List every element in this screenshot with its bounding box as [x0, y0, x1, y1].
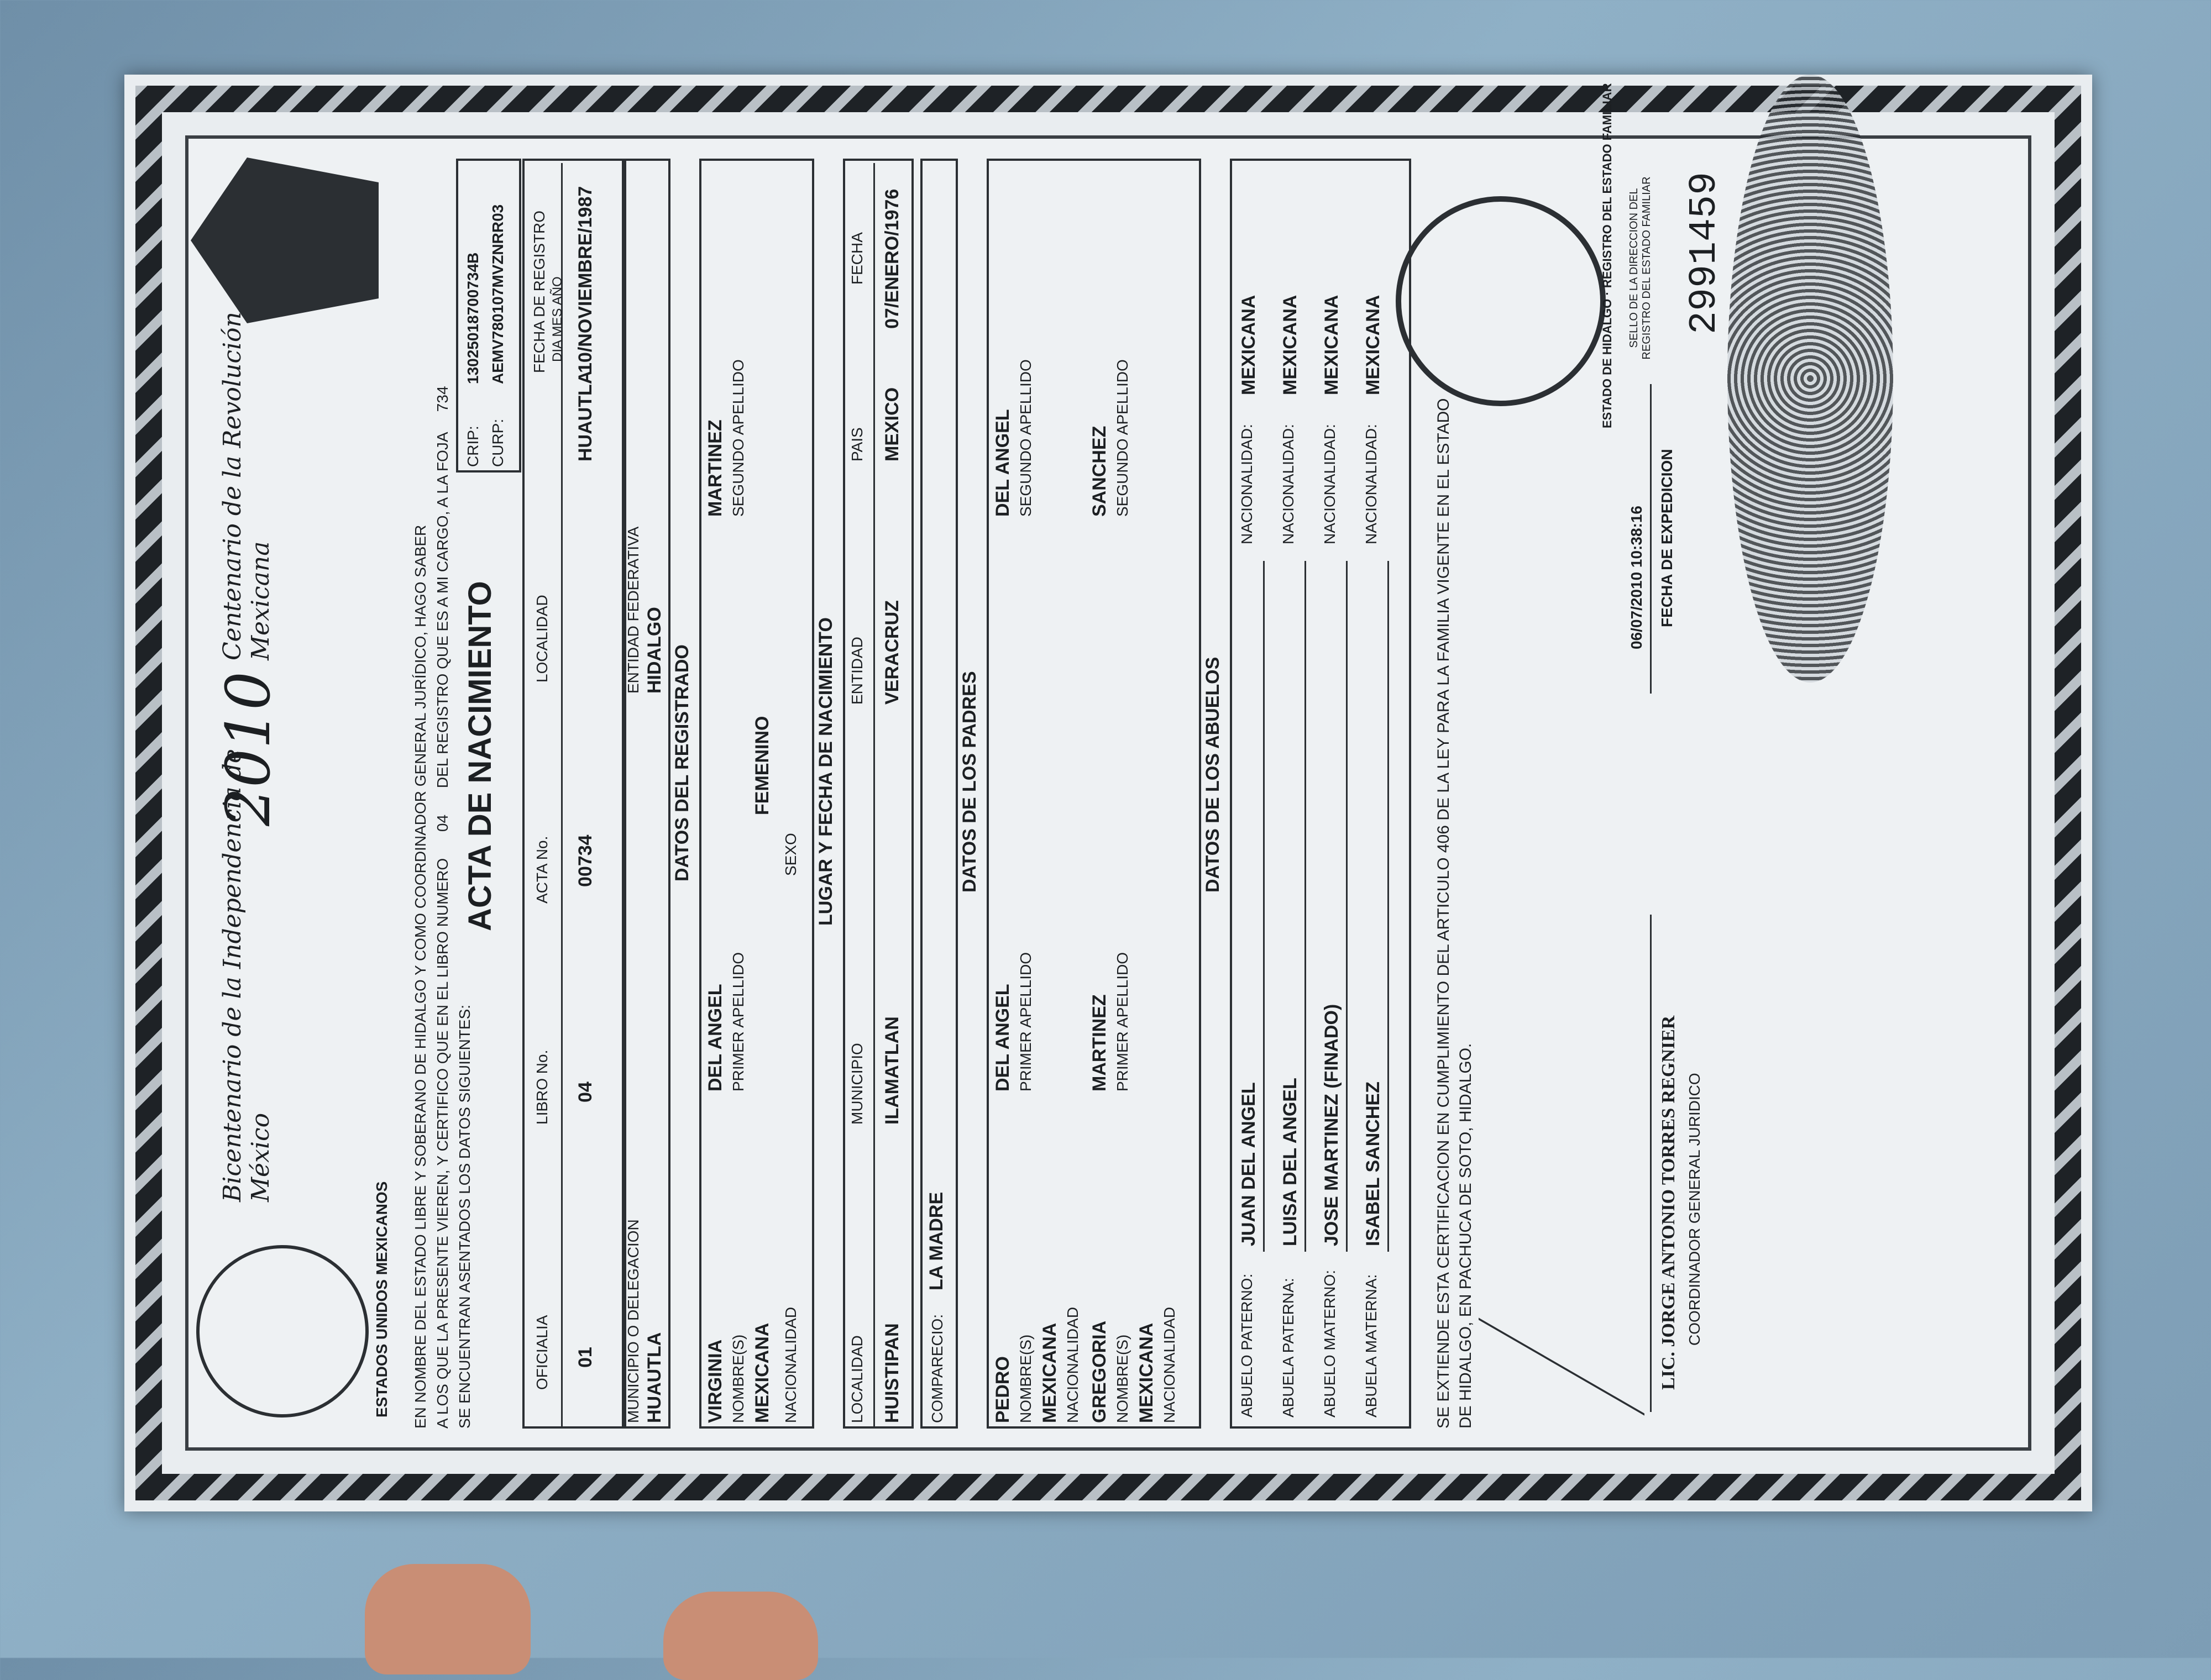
abuelo-nacionalidad: MEXICANA	[1321, 295, 1342, 395]
abuelo-nacionalidad: MEXICANA	[1238, 295, 1259, 395]
abuelo-nacionalidad: MEXICANA	[1363, 295, 1384, 395]
fecha-registro-value: 10/NOVIEMBRE/1987	[575, 186, 596, 373]
abuelos-title: DATOS DE LOS ABUELOS	[1202, 657, 1223, 893]
birth-certificate-page	[124, 75, 2092, 1511]
nac-entidad: VERACRUZ	[882, 600, 903, 705]
abuelo-name: ISABEL SANCHEZ	[1363, 1082, 1384, 1246]
bicentenario-text: Bicentenario de la Independencia de México	[218, 749, 275, 1202]
padre-apellido-1: DEL ANGEL	[992, 984, 1013, 1091]
nac-localidad: HUISTIPAN	[882, 1323, 903, 1423]
country-name: ESTADOS UNIDOS MEXICANOS	[373, 1181, 390, 1418]
padre-nacionalidad: MEXICANA	[1039, 1322, 1060, 1423]
abuelo-label: ABUELA MATERNA:	[1363, 1274, 1380, 1418]
intro-line-1: EN NOMBRE DEL ESTADO LIBRE Y SOBERANO DE HIDALGO Y COMO COORDINADOR GENERAL JURÍDICO, HAGO SABER	[412, 524, 429, 1429]
hand-holding-paper	[365, 1564, 531, 1674]
apellido-2-label: SEGUNDO APELLIDO	[730, 359, 747, 517]
madre-apellido-1: MARTINEZ	[1089, 994, 1110, 1091]
abuelo-label: ABUELO MATERNO:	[1321, 1269, 1338, 1418]
padres-title: DATOS DE LOS PADRES	[959, 671, 980, 893]
comparecio-label: COMPARECIO:	[929, 1314, 946, 1423]
comparecio-value: LA MADRE	[926, 1191, 947, 1290]
nac-localidad-header: LOCALIDAD	[848, 1335, 866, 1423]
registrado-apellido-1: DEL ANGEL	[705, 984, 726, 1091]
curp-label: CURP:	[489, 418, 506, 467]
expedition-date: 06/07/2010 10:38:16	[1628, 506, 1645, 649]
abuelo-nacionalidad-label: NACIONALIDAD:	[1238, 424, 1255, 544]
year-2010: 2010	[213, 671, 284, 826]
intro-line-2-text: A LOS QUE LA PRESENTE VIEREN, Y CERTIFICO QUE EN EL LIBRO NUMERO	[434, 858, 451, 1429]
nac-fecha: 07/ENERO/1976	[882, 188, 903, 329]
padres-table	[987, 159, 1201, 1429]
abuelo-nacionalidad-label: NACIONALIDAD:	[1321, 424, 1338, 544]
certification-line-1: SE EXTIENDE ESTA CERTIFICACION EN CUMPLIMIENTO DEL ARTICULO 406 DE LA LEY PARA LA FAMILIA VIGENTE EN EL ESTADO	[1434, 398, 1453, 1429]
madre-apellido-2-label: SEGUNDO APELLIDO	[1114, 359, 1131, 517]
certification-line-2: DE HIDALGO, EN PACHUCA DE SOTO, HIDALGO.	[1456, 1043, 1475, 1429]
foja-number: 734	[434, 386, 451, 412]
nac-entidad-header: ENTIDAD	[848, 637, 866, 705]
padre-apellido-2: DEL ANGEL	[992, 409, 1013, 517]
intro-line-3: SE ENCUENTRAN ASENTADOS LOS DATOS SIGUIENTES:	[456, 1004, 473, 1429]
intro-line-2	[434, 386, 452, 1429]
signer-name: LIC. JORGE ANTONIO TORRES REGNIER	[1658, 1015, 1679, 1390]
sexo-label: SEXO	[782, 833, 799, 876]
abuelo-label: ABUELO PATERNO:	[1238, 1273, 1255, 1418]
madre-apellido-2: SANCHEZ	[1089, 426, 1110, 517]
madre-apellido-1-label: PRIMER APELLIDO	[1114, 952, 1131, 1091]
municipio-value: HUAUTLA	[644, 1332, 665, 1423]
abuelo-name: LUISA DEL ANGEL	[1280, 1078, 1301, 1246]
localidad-header: LOCALIDAD	[533, 595, 551, 683]
libro-value: 04	[575, 1082, 596, 1102]
municipio-label: MUNICIPIO O DELEGACION	[625, 1219, 642, 1423]
nacionalidad-label: NACIONALIDAD	[782, 1306, 799, 1423]
registro-seal-icon	[1396, 196, 1606, 406]
abuelo-underline	[1387, 561, 1389, 1252]
nac-pais-header: PAIS	[848, 427, 866, 461]
hand-finger	[663, 1592, 818, 1680]
registrado-title: DATOS DEL REGISTRADO	[672, 644, 693, 881]
signer-title: COORDINADOR GENERAL JURIDICO	[1686, 1073, 1703, 1346]
expedition-date-line	[1650, 384, 1652, 694]
oficialia-header: OFICIALIA	[533, 1315, 551, 1390]
madre-nombre-label: NOMBRE(S)	[1114, 1334, 1131, 1423]
abuelo-nacionalidad-label: NACIONALIDAD:	[1363, 424, 1380, 544]
abuelo-underline	[1346, 561, 1348, 1252]
padre-nombre: PEDRO	[992, 1356, 1013, 1423]
padre-apellido-2-label: SEGUNDO APELLIDO	[1017, 359, 1034, 517]
nac-pais: MEXICO	[882, 387, 903, 461]
fecha-registro-header: FECHA DE REGISTRO	[531, 210, 548, 373]
expedition-date-label: FECHA DE EXPEDICION	[1658, 449, 1675, 627]
entidad-value: HIDALGO	[644, 607, 665, 694]
registrado-sexo: FEMENINO	[752, 716, 773, 815]
document-title: ACTA DE NACIMIENTO	[462, 581, 498, 931]
fecha-sub-header: DIA MES AÑO	[550, 276, 565, 362]
abuelo-nacionalidad: MEXICANA	[1280, 295, 1301, 395]
folio-number: 2991459	[1683, 171, 1727, 334]
nac-fecha-header: FECHA	[848, 232, 866, 285]
libro-number: 04	[434, 814, 451, 832]
curp-value: AEMV780107MVZNRR03	[489, 204, 506, 384]
abuelo-underline	[1263, 561, 1265, 1252]
intro-line-2b-text: DEL REGISTRO QUE ES A MI CARGO, A LA FOJA	[434, 432, 451, 789]
padre-apellido-1-label: PRIMER APELLIDO	[1017, 952, 1034, 1091]
nac-municipio: ILAMATLAN	[882, 1016, 903, 1125]
madre-nacionalidad-label: NACIONALIDAD	[1161, 1306, 1178, 1423]
abuelo-name: JUAN DEL ANGEL	[1238, 1082, 1259, 1246]
abuelo-underline	[1304, 561, 1306, 1252]
centenario-text: Centenario de la Revolución Mexicana	[218, 312, 275, 660]
padre-nacionalidad-label: NACIONALIDAD	[1064, 1306, 1081, 1423]
abuelo-label: ABUELA PATERNA:	[1280, 1278, 1297, 1418]
entidad-label: ENTIDAD FEDERATIVA	[625, 526, 642, 694]
nombre-label: NOMBRE(S)	[730, 1334, 747, 1423]
crip-label: CRIP:	[464, 426, 481, 467]
nac-municipio-header: MUNICIPIO	[848, 1043, 866, 1125]
nacimiento-title: LUGAR Y FECHA DE NACIMIENTO	[815, 617, 836, 926]
acta-value: 00734	[575, 834, 596, 887]
madre-nacionalidad: MEXICANA	[1136, 1322, 1157, 1423]
registrado-apellido-2: MARTINEZ	[705, 419, 726, 517]
apellido-1-label: PRIMER APELLIDO	[730, 952, 747, 1091]
acta-header: ACTA No.	[533, 836, 551, 904]
nacimiento-table	[843, 159, 914, 1429]
crip-value: 13025018700734B	[464, 252, 481, 384]
oficialia-value: 01	[575, 1347, 596, 1368]
padre-nombre-label: NOMBRE(S)	[1017, 1334, 1034, 1423]
registrado-nacionalidad: MEXICANA	[752, 1322, 773, 1423]
madre-nombre: GREGORIA	[1089, 1320, 1110, 1423]
seal-label: SELLO DE LA DIRECCION DEL REGISTRO DEL ESTADO FAMILIAR	[1628, 176, 1653, 360]
guilloche-rosette-icon	[1727, 75, 1893, 683]
libro-header: LIBRO No.	[533, 1049, 551, 1125]
abuelo-name: JOSE MARTINEZ (FINADO)	[1321, 1004, 1342, 1246]
registrado-nombre: VIRGINIA	[705, 1339, 726, 1423]
seal-text: ESTADO DE HIDALGO · REGISTRO DEL ESTADO FAMILIAR	[1600, 83, 1614, 428]
abuelo-nacionalidad-label: NACIONALIDAD:	[1280, 424, 1297, 544]
signature-line	[1650, 915, 1652, 1412]
localidad-value: HUAUTLA	[575, 370, 596, 461]
national-emblem-icon	[196, 1245, 369, 1418]
